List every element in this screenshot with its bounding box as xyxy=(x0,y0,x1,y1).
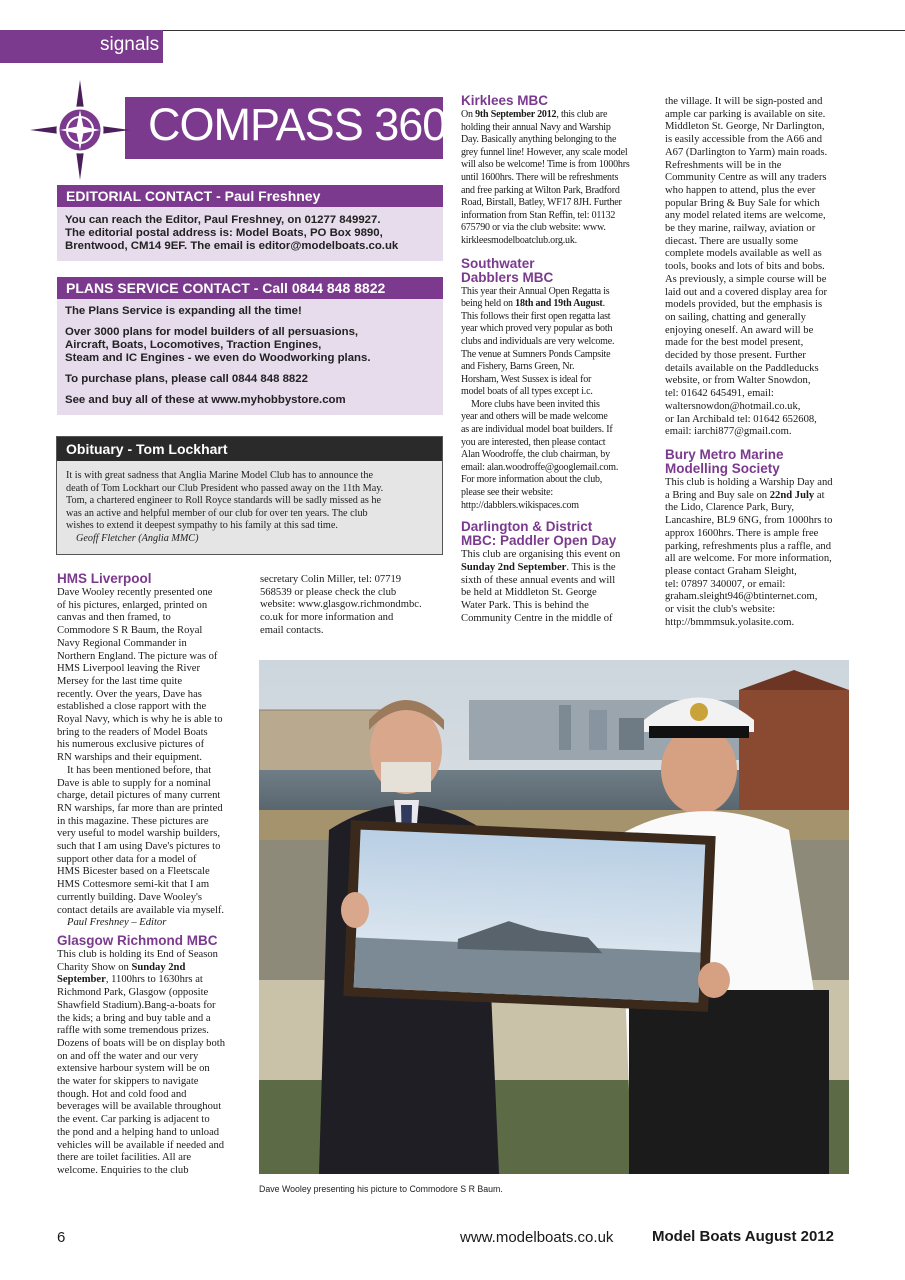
article-line: This year their Annual Open Regatta is xyxy=(461,285,610,297)
article-bold: 9th September 2012 xyxy=(475,109,557,120)
article-line: Mersey for the last time quite xyxy=(57,675,183,687)
article-line: enjoying oneself. An award will be xyxy=(665,324,814,336)
article-line: will also be welcome! Time is from 1000hrs xyxy=(461,159,630,171)
article-line: secretary Colin Miller, tel: 07719 xyxy=(260,574,402,585)
kirklees-heading: Kirklees MBC xyxy=(461,93,549,108)
article-line: Northern England. The picture was of xyxy=(57,650,218,662)
southwater-heading: Southwater xyxy=(461,255,535,271)
article-line: email: iarchi877@gmail.com. xyxy=(665,426,792,438)
article-line: http://dabblers.wikispaces.com xyxy=(461,499,579,511)
article-text: . This is the xyxy=(566,561,616,573)
article-line: Navy Regional Commander in xyxy=(57,637,187,649)
compass-rose-icon xyxy=(30,80,130,180)
article-line: raffle with some tremendous prizes. xyxy=(57,1025,209,1037)
article-line: Community Centre as will any traders xyxy=(665,172,827,184)
article-line: Dave is able to supply for a nominal xyxy=(57,777,211,789)
editorial-heading: EDITORIAL CONTACT - Paul Freshney xyxy=(66,188,321,204)
article-line: Richmond Park, Glasgow (opposite xyxy=(57,987,209,999)
column-4 xyxy=(665,96,865,629)
plans-intro: The Plans Service is expanding all the time! xyxy=(65,305,302,317)
plans-line: Aircraft, Boats, Locomotives, Traction Engines, xyxy=(65,339,322,351)
article-line: tel: 07897 340007, or email: xyxy=(665,578,786,590)
column-3 xyxy=(461,94,656,625)
southwater-heading: Dabblers MBC xyxy=(461,269,554,285)
article-line: decided by those present. Further xyxy=(665,350,806,362)
article-line: vehicles will be available if needed and xyxy=(57,1139,225,1151)
article-line: the kids; a bring and buy table and a xyxy=(57,1012,211,1024)
article-line: there are toilet facilities. All are xyxy=(57,1152,192,1164)
article-line: Shawfield Stadium).Bang-a-boats for xyxy=(57,999,216,1011)
article-line: popular Bring & Buy Sale for which xyxy=(665,197,820,209)
article-line: the Lido, Clarence Park, Bury, xyxy=(665,502,795,514)
bury-heading: Modelling Society xyxy=(665,460,780,476)
presentation-photo xyxy=(259,660,849,1174)
article-line: year which proved very popular as both xyxy=(461,323,613,335)
plans-line: Steam and IC Engines - we even do Woodworking plans. xyxy=(65,352,371,364)
plans-phone: To purchase plans, please call 0844 848 8822 xyxy=(65,373,308,385)
darlington-heading: MBC: Paddler Open Day xyxy=(461,533,617,549)
obituary-line: wishes to extend it deepest sympathy to his family at this sad time. xyxy=(66,520,338,531)
article-line: details available on the Paddleducks xyxy=(665,362,819,374)
article-line: website, or from Walter Snowdon, xyxy=(665,375,811,387)
editorial-line: Brentwood, CM14 9EF. The email is editor@modelboats.co.uk xyxy=(65,240,399,252)
article-line: be held at Middleton St. George xyxy=(461,587,597,599)
article-line: or Ian Archibald tel: 01642 652608, xyxy=(665,413,817,425)
article-line: email contacts. xyxy=(260,624,324,636)
article-line: welcome. Enquiries to the club xyxy=(57,1164,189,1176)
article-line: Refreshments will be in the xyxy=(665,159,782,171)
article-line: until 1600hrs. There will be refreshments xyxy=(461,171,619,183)
article-line: HMS Liverpool leaving the River xyxy=(57,663,200,675)
article-line: sixth of these annual events and will xyxy=(461,574,616,586)
article-line: More clubs have been invited this xyxy=(471,398,600,410)
article-line: http://bmmmsuk.yolasite.com. xyxy=(665,616,795,628)
hms-signature: Paul Freshney – Editor xyxy=(67,917,167,929)
article-line: contact details are available via myself. xyxy=(57,904,225,916)
article-line: in this magazine. These pictures are xyxy=(57,815,209,827)
article-line: Middleton St. George, Nr Darlington, xyxy=(665,121,825,133)
article-line: on and off the water and our very xyxy=(57,1050,199,1062)
article-line: Royal Navy, which is why he is able to xyxy=(57,714,223,726)
article-bold: 22nd July xyxy=(769,489,815,501)
bury-heading: Bury Metro Marine xyxy=(665,446,784,462)
article-line: is easily accessible from the A66 and xyxy=(665,134,823,146)
article-text: being held on xyxy=(461,298,516,310)
article-line: such that I am using Dave's pictures to xyxy=(57,841,221,853)
article-line: the pond and a helping hand to unload xyxy=(57,1126,220,1138)
article-line: the village. It will be sign-posted and xyxy=(665,96,823,107)
footer-website: www.modelboats.co.uk xyxy=(460,1229,614,1246)
article-line: parking, refreshments plus a raffle, and xyxy=(665,540,832,552)
article-line: who happen to attend, plus the ever xyxy=(665,184,816,196)
glasgow-continued xyxy=(260,574,445,638)
article-line: approx 1600hrs. There is ample free xyxy=(665,527,819,539)
section-tab-label: signals xyxy=(100,34,160,55)
article-line: tools, books and lots of bits and bobs. xyxy=(665,261,825,273)
article-line: information from Stan Reffin, tel: 01132 xyxy=(461,209,616,221)
page-number: 6 xyxy=(57,1229,66,1246)
article-line: and free parking at Wilton Park, Bradford xyxy=(461,184,620,196)
article-line: the event. Car parking is adjacent to xyxy=(57,1114,210,1126)
article-line: tel: 01642 645491, email: xyxy=(665,388,774,400)
article-line: any model related items are welcome, xyxy=(665,210,826,222)
article-line: year and others will be made welcome xyxy=(461,411,608,423)
article-line: extensive harbour system will be on xyxy=(57,1063,210,1075)
article-line: Day. Basically anything belonging to the xyxy=(461,134,617,146)
plans-heading-bar xyxy=(57,277,443,299)
article-line: laid out and a covered display area for xyxy=(665,286,828,298)
article-line: The venue at Sumners Ponds Campsite xyxy=(461,348,611,360)
editorial-line: The editorial postal address is: Model Boats, PO Box 9890, xyxy=(65,227,383,239)
article-bold: Sunday 2nd xyxy=(131,961,186,973)
article-line: models provided, but the emphasis is xyxy=(665,299,823,311)
article-line: website: www.glasgow.richmondmbc. xyxy=(260,599,422,611)
article-line: This club are organising this event on xyxy=(461,549,621,561)
article-line: This club is holding its End of Season xyxy=(57,948,218,960)
photo-illustration xyxy=(259,660,849,1174)
article-line: A67 (Darlington to Yarm) main roads. xyxy=(665,146,828,158)
article-line: be they marine, railway, aviation or xyxy=(665,223,816,235)
glasgow-heading: Glasgow Richmond MBC xyxy=(57,932,218,948)
obituary-signature: Geoff Fletcher (Anglia MMC) xyxy=(76,532,199,544)
article-line: very useful to model warship builders, xyxy=(57,828,220,840)
article-line: Water Park. This is behind the xyxy=(461,600,589,612)
article-line: Commodore S R Baum, the Royal xyxy=(57,625,203,637)
article-line: of his pictures, enlarged, printed on xyxy=(57,599,208,611)
article-text: , this club are xyxy=(556,109,608,120)
editorial-line: You can reach the Editor, Paul Freshney, on 01277 849927. xyxy=(65,214,381,226)
article-line: and Fishery, Barns Green, Nr. xyxy=(461,361,575,373)
editorial-heading-bar xyxy=(57,185,443,207)
article-line: though. Hot and cold food and xyxy=(57,1088,187,1100)
article-line: his numerous exclusive pictures of xyxy=(57,739,205,751)
obituary-line: death of Tom Lockhart our Club President who passed away on the 11th May. xyxy=(66,482,384,494)
article-line: bring to the readers of Model Boats xyxy=(57,726,208,738)
article-line: Dozens of boats will be on display both xyxy=(57,1037,226,1049)
article-line: all are welcome. For more information, xyxy=(665,553,832,565)
article-line: Lancashire, BL9 6NG, from 1000hrs to xyxy=(665,515,833,527)
article-text: Charity Show on xyxy=(57,961,132,973)
article-line: Community Centre in the middle of xyxy=(461,612,613,624)
article-text: On xyxy=(461,109,476,120)
article-line: Horsham, West Sussex is ideal for xyxy=(461,373,592,385)
article-line: grey funnel line! However, any scale model xyxy=(461,146,628,158)
article-line: or visit the club's website: xyxy=(665,604,776,616)
article-line: HMS Bicester based on a Fleetscale xyxy=(57,866,210,878)
article-line: support other data for a model of xyxy=(57,853,197,865)
article-line: kirkleesmodelboatclub.org.uk. xyxy=(461,234,577,246)
article-line: This club is holding a Warship Day and xyxy=(665,476,833,488)
obituary-line: Tom, a chartered engineer to Roll Royce standards will be sadly missed as he xyxy=(66,495,382,506)
column-1 xyxy=(57,572,252,1178)
article-line: Dave Wooley recently presented one xyxy=(57,587,213,598)
article-line: clubs and individuals are very welcome. xyxy=(461,335,615,347)
obituary-text xyxy=(66,470,438,545)
article-line: currently building. Dave Wooley's xyxy=(57,891,203,903)
article-line: please contact Graham Sleight, xyxy=(665,565,797,577)
article-line: the water for skippers to navigate xyxy=(57,1076,199,1088)
article-line: recently. Over the years, Dave has xyxy=(57,688,202,700)
hms-liverpool-heading: HMS Liverpool xyxy=(57,571,152,586)
obituary-line: It is with great sadness that Anglia Marine Model Club has to announce the xyxy=(66,470,373,481)
compass-title: COMPASS 360 xyxy=(148,99,447,150)
article-line: Road, Birstall, Batley, WF17 8JH. Further xyxy=(461,197,622,209)
footer-magazine-title: Model Boats August 2012 xyxy=(652,1228,834,1245)
article-line: For more information about the club, xyxy=(461,474,603,486)
article-line: email: alan.woodroffe@googlemail.com. xyxy=(461,461,619,473)
article-text: at xyxy=(814,489,825,501)
article-line: co.uk for more information and xyxy=(260,612,394,624)
article-line: canvas and then framed, to xyxy=(57,612,171,624)
article-line: as are individual model boat builders. If xyxy=(461,424,613,436)
article-line: please see their website: xyxy=(461,487,553,499)
editorial-box xyxy=(57,207,443,261)
article-text: . xyxy=(602,298,605,310)
article-line: you are interested, then please contact xyxy=(461,436,606,448)
obituary-heading-bar xyxy=(57,437,442,461)
article-line: RN warships and their equipment. xyxy=(57,752,203,764)
article-line: diecast. There are usually some xyxy=(665,235,799,247)
article-line: 568539 or please check the club xyxy=(260,586,397,598)
article-line: holding their annual Navy and Warship xyxy=(461,121,611,133)
plans-box xyxy=(57,299,443,415)
article-line: HMS Cottesmore semi-kit that I am xyxy=(57,879,210,891)
photo-caption: Dave Wooley presenting his picture to Commodore S R Baum. xyxy=(259,1184,503,1194)
article-bold: Sunday 2nd September xyxy=(461,561,567,573)
article-text: , 1100hrs to 1630hrs at xyxy=(105,974,203,986)
article-line: 675790 or via the club website: www. xyxy=(461,222,606,234)
obituary-heading: Obituary - Tom Lockhart xyxy=(66,441,228,457)
article-line: It has been mentioned before, that xyxy=(67,764,212,776)
article-line: charge, detail pictures of many current xyxy=(57,790,221,802)
article-line: on sailing, chatting and generally xyxy=(665,311,806,323)
plans-heading: PLANS SERVICE CONTACT - Call 0844 848 8822 xyxy=(66,280,386,296)
plans-website: See and buy all of these at www.myhobbystore.com xyxy=(65,394,346,406)
article-line: This follows their first open regatta last xyxy=(461,310,611,322)
darlington-heading: Darlington & District xyxy=(461,519,593,535)
article-bold: 18th and 19th August xyxy=(515,298,603,310)
article-text: a Bring and Buy sale on xyxy=(665,489,770,501)
article-line: Alan Woodroffe, the club chairman, by xyxy=(461,449,610,461)
plans-line: Over 3000 plans for model builders of all persuasions, xyxy=(65,326,359,338)
article-line: model boats of all types except i.c. xyxy=(461,386,593,398)
article-line: made for the best model present, xyxy=(665,337,804,349)
article-line: waltersnowdon@hotmail.co.uk, xyxy=(665,400,801,412)
article-line: graham.sleight946@btinternet.com, xyxy=(665,591,818,603)
article-bold: September xyxy=(57,974,106,986)
article-line: As previously, a simple course will be xyxy=(665,273,827,285)
article-line: complete models available as well as xyxy=(665,248,822,260)
article-line: RN warships, far more than are printed xyxy=(57,802,223,814)
section-tab xyxy=(0,30,163,63)
obituary-line: was an active and helpful member of our club for over ten years. The club xyxy=(66,507,368,519)
article-line: ample car parking is available on site. xyxy=(665,108,826,120)
article-line: established a close rapport with the xyxy=(57,701,207,713)
article-line: beverages will be available throughout xyxy=(57,1101,222,1113)
